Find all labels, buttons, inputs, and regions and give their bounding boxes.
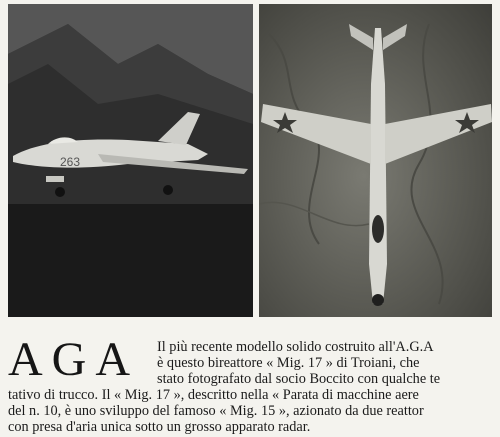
aircraft-top xyxy=(261,24,492,306)
photo-mig17-side-view xyxy=(8,4,253,317)
photo-right-illustration xyxy=(259,4,492,317)
caption-line: del n. 10, è uno sviluppo del famoso « Mig. 15 », azionato da due reattor xyxy=(8,403,424,419)
caption-line: stato fotografato dal socio Boccito con qualche te xyxy=(157,371,441,387)
caption-line: Il più recente modello solido costruito all'A.G.A xyxy=(157,339,434,355)
photo-mig17-top-view xyxy=(259,4,492,317)
photo-left-illustration xyxy=(8,4,253,317)
plane-marking-number: 263 xyxy=(60,155,81,169)
caption-line: con presa d'aria unica sotto un grosso apparato radar. xyxy=(8,419,311,435)
caption-line: è questo bireattore « Mig. 17 » di Troiani, che xyxy=(157,355,420,371)
caption-line: tativo di trucco. Il « Mig. 17 », descritto nella « Parata di macchine aere xyxy=(8,387,419,403)
section-heading: AGA xyxy=(8,333,139,386)
